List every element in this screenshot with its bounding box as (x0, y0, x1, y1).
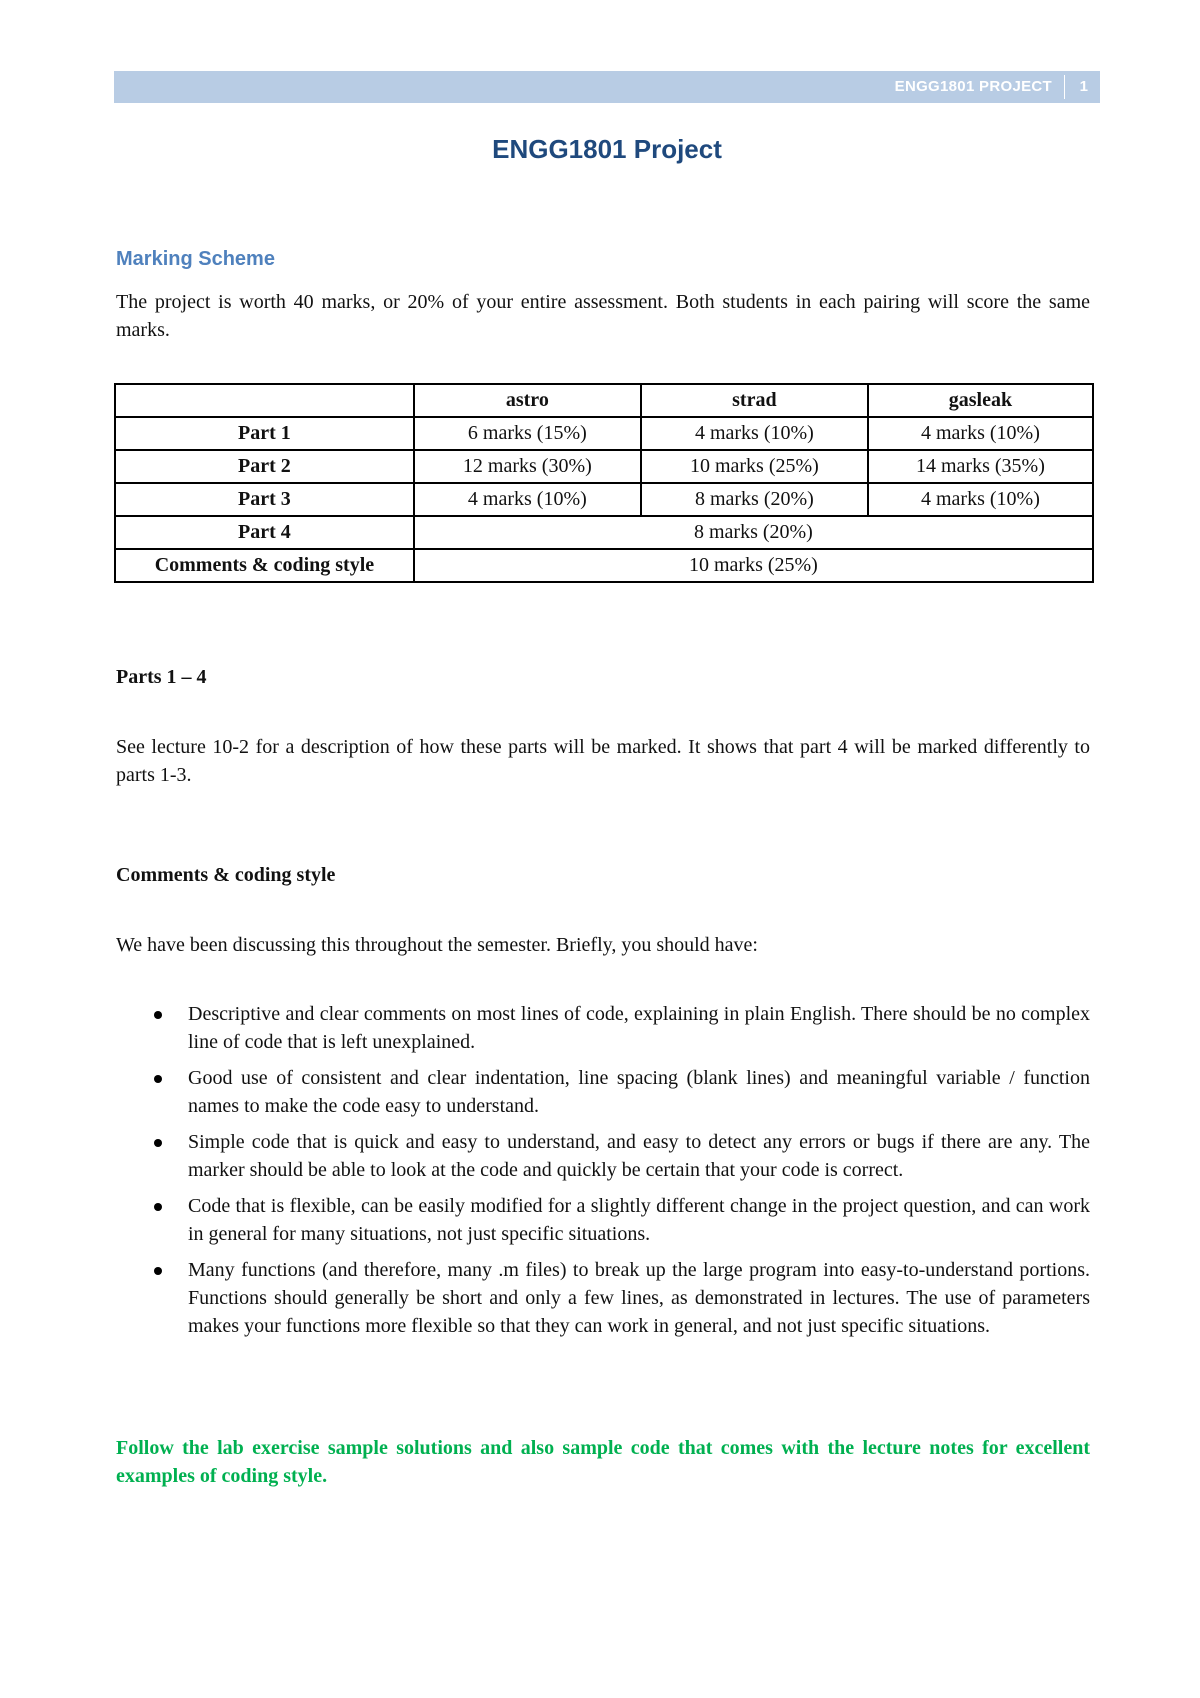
table-header-cell: astro (415, 385, 642, 418)
coding-style-intro: We have been discussing this throughout the semester. Briefly, you should have: (116, 934, 758, 956)
marking-scheme-heading: Marking Scheme (116, 248, 275, 270)
page-header-band (114, 71, 1100, 103)
table-cell: 8 marks (20%) (642, 484, 869, 517)
document-title: ENGG1801 Project (492, 134, 722, 164)
table-cell-merged: 10 marks (25%) (688, 554, 818, 576)
list-item-text: Descriptive and clear comments on most lines of code, explaining in plain English. There should be no complex line of code that is left unexplained. (188, 1003, 1090, 1053)
marking-scheme-intro: The project is worth 40 marks, or 20% of your entire assessment. Both students in each pairing will score the same marks. (116, 291, 1090, 341)
coding-style-list (116, 1000, 1090, 1348)
table-header-cell: strad (642, 385, 869, 418)
row-label: Part 2 (116, 451, 415, 484)
table-cell: 6 marks (15%) (415, 418, 642, 451)
table-cell: 4 marks (10%) (415, 484, 642, 517)
table-row (116, 517, 1092, 550)
page-number: 1 (1079, 78, 1088, 95)
bullet-icon (154, 1267, 162, 1275)
list-item (116, 1128, 1090, 1184)
list-item (116, 1000, 1090, 1056)
table-cell: 14 marks (35%) (869, 451, 1092, 484)
table-cell: 10 marks (25%) (642, 451, 869, 484)
table-cell: 4 marks (10%) (869, 484, 1092, 517)
list-item-text: Good use of consistent and clear indentation, line spacing (blank lines) and meaningful variable / function names to make the code easy to understand. (188, 1067, 1090, 1117)
row-label: Part 3 (116, 484, 415, 517)
table-cell: 12 marks (30%) (415, 451, 642, 484)
header-divider (1064, 75, 1065, 99)
table-row (116, 484, 1092, 517)
bullet-icon (154, 1075, 162, 1083)
row-label: Comments & coding style (116, 550, 415, 581)
parts-description: See lecture 10-2 for a description of how these parts will be marked. It shows that part 4 will be marked differently to parts 1-3. (116, 736, 1090, 786)
bullet-icon (154, 1139, 162, 1147)
table-header-cell-empty (116, 385, 415, 418)
table-cell: 4 marks (10%) (642, 418, 869, 451)
coding-style-heading: Comments & coding style (116, 864, 336, 886)
marks-table (114, 383, 1094, 583)
running-header-title: ENGG1801 PROJECT (894, 78, 1052, 95)
row-label: Part 1 (116, 418, 415, 451)
bullet-icon (154, 1011, 162, 1019)
row-label: Part 4 (116, 517, 415, 550)
table-cell-merged: 8 marks (20%) (415, 517, 1092, 550)
list-item (116, 1256, 1090, 1340)
table-row (116, 451, 1092, 484)
parts-heading: Parts 1 – 4 (116, 666, 207, 688)
list-item-text: Many functions (and therefore, many .m files) to break up the large program into easy-to-understand portions. Functions should generally be short and only a few lines, as demonstrated in lectures. The use of parameters makes your functions more flexible so that they can work in general, and not just specific situations. (188, 1259, 1090, 1337)
table-row (116, 418, 1092, 451)
table-cell: 4 marks (10%) (869, 418, 1092, 451)
table-header-cell: gasleak (869, 385, 1092, 418)
table-row (116, 550, 1092, 581)
bullet-icon (154, 1203, 162, 1211)
list-item (116, 1192, 1090, 1248)
list-item-text: Code that is flexible, can be easily modified for a slightly different change in the project question, and can work in general for many situations, not just specific situations. (188, 1195, 1090, 1245)
list-item (116, 1064, 1090, 1120)
table-header-row (116, 385, 1092, 418)
list-item-text: Simple code that is quick and easy to understand, and easy to detect any errors or bugs if there are any. The marker should be able to look at the code and quickly be certain that your code is correct. (188, 1131, 1090, 1181)
coding-style-note: Follow the lab exercise sample solutions and also sample code that comes with the lecture notes for excellent examples of coding style. (116, 1437, 1090, 1487)
